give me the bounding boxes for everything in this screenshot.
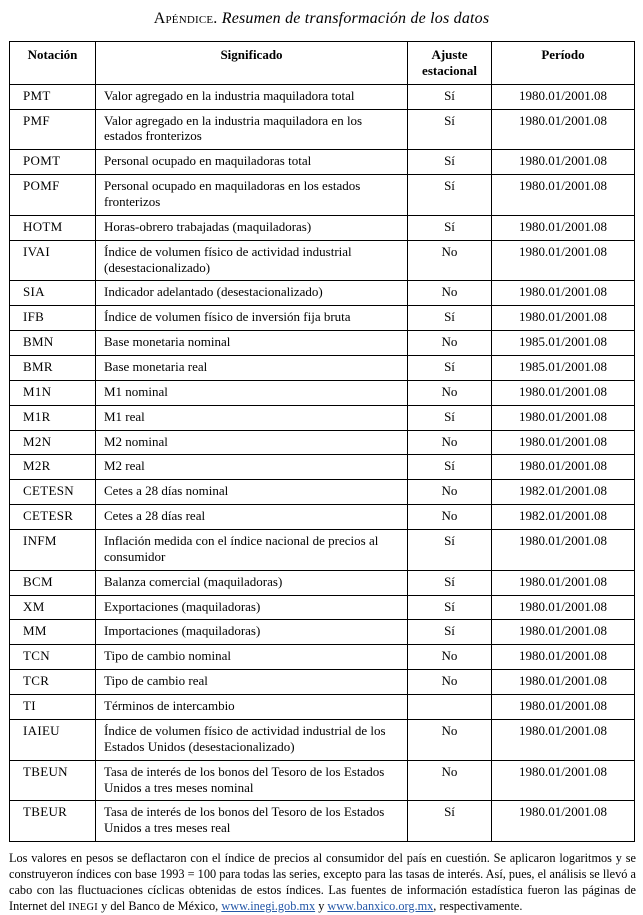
cell-meaning: Valor agregado en la industria maquiladora total	[96, 84, 408, 109]
cell-adjustment: No	[408, 760, 492, 801]
cell-period: 1980.01/2001.08	[492, 380, 635, 405]
cell-meaning: Personal ocupado en maquiladoras total	[96, 150, 408, 175]
table-body	[10, 84, 635, 841]
footnote-text: Los valores en pesos se deflactaron con el índice de precios al consumidor del país en cuestión. Se aplicaron logaritmos y se construyeron índices con base 1993 = 100 para todas las series, excepto para las tasas de interés. Así, pues, el análisis se llevó a cabo con las fluctuaciones cíclicas obtenidas de estos índices. Las fuentes de información estadística fueron las páginas de Internet del	[9, 851, 636, 914]
cell-meaning: M1 real	[96, 405, 408, 430]
header-row	[10, 42, 635, 85]
cell-adjustment: No	[408, 331, 492, 356]
cell-notation: BCM	[10, 570, 96, 595]
table-row	[10, 150, 635, 175]
cell-period: 1980.01/2001.08	[492, 620, 635, 645]
header-period: Período	[492, 42, 635, 85]
cell-meaning: M2 real	[96, 455, 408, 480]
cell-notation: M1N	[10, 380, 96, 405]
cell-notation: TBEUN	[10, 760, 96, 801]
cell-adjustment: No	[408, 645, 492, 670]
cell-meaning: Cetes a 28 días nominal	[96, 480, 408, 505]
cell-adjustment: Sí	[408, 405, 492, 430]
cell-meaning: Personal ocupado en maquiladoras en los estados fronterizos	[96, 175, 408, 216]
table-row	[10, 645, 635, 670]
cell-adjustment: Sí	[408, 175, 492, 216]
cell-notation: CETESR	[10, 505, 96, 530]
table-row	[10, 430, 635, 455]
cell-period: 1980.01/2001.08	[492, 306, 635, 331]
header-meaning: Significado	[96, 42, 408, 85]
cell-period: 1980.01/2001.08	[492, 455, 635, 480]
cell-adjustment: No	[408, 670, 492, 695]
cell-meaning: Tasa de interés de los bonos del Tesoro de los Estados Unidos a tres meses real	[96, 801, 408, 842]
cell-adjustment: Sí	[408, 84, 492, 109]
page-title	[9, 10, 634, 28]
table-row	[10, 405, 635, 430]
cell-adjustment: No	[408, 505, 492, 530]
cell-meaning: Índice de volumen físico de actividad industrial (desestacionalizado)	[96, 240, 408, 281]
footnote	[9, 851, 636, 915]
cell-adjustment	[408, 695, 492, 720]
cell-adjustment: Sí	[408, 570, 492, 595]
cell-meaning: Balanza comercial (maquiladoras)	[96, 570, 408, 595]
cell-period: 1985.01/2001.08	[492, 356, 635, 381]
cell-meaning: Índice de volumen físico de actividad industrial de los Estados Unidos (desestacionalizado)	[96, 719, 408, 760]
cell-notation: TI	[10, 695, 96, 720]
cell-period: 1980.01/2001.08	[492, 84, 635, 109]
cell-period: 1980.01/2001.08	[492, 150, 635, 175]
table-row	[10, 175, 635, 216]
cell-period: 1980.01/2001.08	[492, 595, 635, 620]
header-notation: Notación	[10, 42, 96, 85]
title-appendix-label: Apéndice.	[153, 10, 218, 27]
table-row	[10, 530, 635, 571]
footnote-text: y del Banco de México,	[98, 899, 222, 914]
cell-period: 1980.01/2001.08	[492, 405, 635, 430]
table-row	[10, 480, 635, 505]
cell-notation: TCR	[10, 670, 96, 695]
cell-adjustment: Sí	[408, 109, 492, 150]
cell-period: 1980.01/2001.08	[492, 109, 635, 150]
cell-notation: TCN	[10, 645, 96, 670]
table-row	[10, 455, 635, 480]
table-row	[10, 760, 635, 801]
cell-notation: M1R	[10, 405, 96, 430]
cell-meaning: Valor agregado en la industria maquiladora en los estados fronterizos	[96, 109, 408, 150]
table-row	[10, 695, 635, 720]
cell-meaning: Indicador adelantado (desestacionalizado)	[96, 281, 408, 306]
cell-adjustment: Sí	[408, 215, 492, 240]
cell-period: 1982.01/2001.08	[492, 505, 635, 530]
cell-notation: MM	[10, 620, 96, 645]
footnote-text: , respectivamente.	[433, 899, 523, 914]
cell-notation: BMR	[10, 356, 96, 381]
table-row	[10, 306, 635, 331]
footnote-link[interactable]: www.inegi.gob.mx	[221, 899, 316, 914]
footnote-text: y	[315, 899, 328, 914]
cell-notation: POMF	[10, 175, 96, 216]
cell-notation: PMF	[10, 109, 96, 150]
cell-adjustment: Sí	[408, 801, 492, 842]
cell-period: 1980.01/2001.08	[492, 719, 635, 760]
cell-notation: HOTM	[10, 215, 96, 240]
cell-period: 1980.01/2001.08	[492, 801, 635, 842]
cell-meaning: Base monetaria nominal	[96, 331, 408, 356]
footnote-link[interactable]: www.banxico.org.mx	[327, 899, 434, 914]
cell-notation: POMT	[10, 150, 96, 175]
cell-period: 1980.01/2001.08	[492, 670, 635, 695]
table-row	[10, 719, 635, 760]
cell-adjustment: No	[408, 281, 492, 306]
cell-adjustment: No	[408, 719, 492, 760]
table-row	[10, 84, 635, 109]
cell-notation: IFB	[10, 306, 96, 331]
cell-adjustment: Sí	[408, 620, 492, 645]
cell-notation: M2R	[10, 455, 96, 480]
table-row	[10, 801, 635, 842]
cell-adjustment: No	[408, 480, 492, 505]
cell-meaning: Horas-obrero trabajadas (maquiladoras)	[96, 215, 408, 240]
table-row	[10, 670, 635, 695]
table-row	[10, 331, 635, 356]
cell-meaning: Tipo de cambio real	[96, 670, 408, 695]
cell-adjustment: Sí	[408, 595, 492, 620]
cell-period: 1980.01/2001.08	[492, 760, 635, 801]
table-row	[10, 505, 635, 530]
cell-period: 1980.01/2001.08	[492, 240, 635, 281]
cell-meaning: Tasa de interés de los bonos del Tesoro de los Estados Unidos a tres meses nominal	[96, 760, 408, 801]
table-row	[10, 109, 635, 150]
table-row	[10, 240, 635, 281]
header-adjustment: Ajuste estacional	[408, 42, 492, 85]
cell-adjustment: No	[408, 430, 492, 455]
data-table	[9, 41, 635, 842]
cell-period: 1980.01/2001.08	[492, 695, 635, 720]
table-row	[10, 215, 635, 240]
table-row	[10, 281, 635, 306]
table-row	[10, 356, 635, 381]
cell-notation: M2N	[10, 430, 96, 455]
cell-adjustment: No	[408, 380, 492, 405]
cell-meaning: M1 nominal	[96, 380, 408, 405]
cell-adjustment: Sí	[408, 356, 492, 381]
cell-meaning: Base monetaria real	[96, 356, 408, 381]
cell-notation: INFM	[10, 530, 96, 571]
cell-notation: BMN	[10, 331, 96, 356]
cell-meaning: Índice de volumen físico de inversión fija bruta	[96, 306, 408, 331]
cell-period: 1985.01/2001.08	[492, 331, 635, 356]
cell-meaning: Importaciones (maquiladoras)	[96, 620, 408, 645]
table-row	[10, 380, 635, 405]
cell-notation: CETESN	[10, 480, 96, 505]
cell-meaning: Cetes a 28 días real	[96, 505, 408, 530]
cell-adjustment: Sí	[408, 530, 492, 571]
table-header	[10, 42, 635, 85]
cell-period: 1980.01/2001.08	[492, 530, 635, 571]
cell-meaning: Inflación medida con el índice nacional de precios al consumidor	[96, 530, 408, 571]
cell-period: 1980.01/2001.08	[492, 215, 635, 240]
cell-adjustment: No	[408, 240, 492, 281]
footnote-smallcaps-term: INEGI	[68, 902, 99, 914]
table-row	[10, 570, 635, 595]
cell-period: 1980.01/2001.08	[492, 281, 635, 306]
table-row	[10, 595, 635, 620]
cell-adjustment: Sí	[408, 455, 492, 480]
cell-notation: IVAI	[10, 240, 96, 281]
table-row	[10, 620, 635, 645]
cell-period: 1980.01/2001.08	[492, 430, 635, 455]
cell-meaning: M2 nominal	[96, 430, 408, 455]
cell-period: 1980.01/2001.08	[492, 570, 635, 595]
cell-notation: TBEUR	[10, 801, 96, 842]
cell-notation: XM	[10, 595, 96, 620]
cell-period: 1980.01/2001.08	[492, 645, 635, 670]
cell-meaning: Exportaciones (maquiladoras)	[96, 595, 408, 620]
title-subtitle: Resumen de transformación de los datos	[217, 10, 490, 27]
cell-adjustment: Sí	[408, 150, 492, 175]
cell-period: 1982.01/2001.08	[492, 480, 635, 505]
cell-meaning: Términos de intercambio	[96, 695, 408, 720]
cell-notation: SIA	[10, 281, 96, 306]
cell-adjustment: Sí	[408, 306, 492, 331]
cell-notation: PMT	[10, 84, 96, 109]
cell-meaning: Tipo de cambio nominal	[96, 645, 408, 670]
cell-notation: IAIEU	[10, 719, 96, 760]
cell-period: 1980.01/2001.08	[492, 175, 635, 216]
